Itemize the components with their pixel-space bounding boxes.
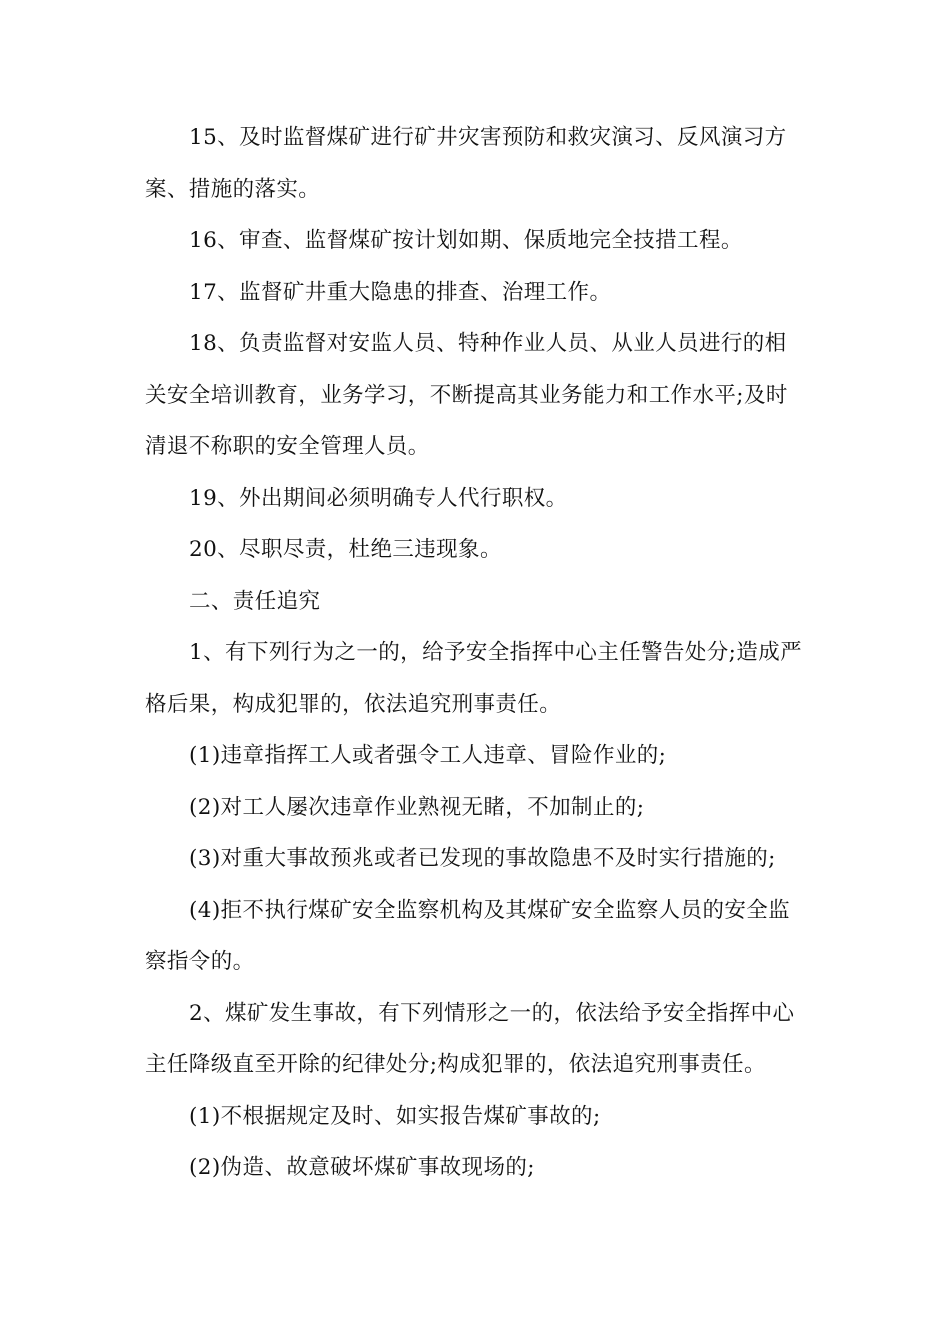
paragraph-item-16: 16、审查、监督煤矿按计划如期、保质地完全技措工程。 (189, 228, 743, 253)
paragraph-item-17: 17、监督矿井重大隐患的排查、治理工作。 (189, 279, 612, 305)
paragraph-item-15: 15、及时监督煤矿进行矿井灾害预防和救灾演习、反风演习方案、措施的落实。 (145, 125, 787, 202)
document-body (145, 112, 805, 1194)
section-heading-responsibility: 二、责任追究 (189, 588, 321, 614)
clause-1: 1、有下列行为之一的，给予安全指挥中心主任警告处分;造成严格后果，构成犯罪的，依法追究刑事责任。 (145, 640, 803, 717)
clause-2-item-2: (2)伪造、故意破坏煤矿事故现场的; (189, 1155, 535, 1180)
paragraph-item-18: 18、负责监督对安监人员、特种作业人员、从业人员进行的相关安全培训教育，业务学习，不断提高其业务能力和工作水平;及时清退不称职的安全管理人员。 (145, 331, 788, 459)
paragraph-item-20: 20、尽职尽责，杜绝三违现象。 (189, 537, 502, 562)
clause-2: 2、煤矿发生事故，有下列情形之一的，依法给予安全指挥中心主任降级直至开除的纪律处分;构成犯罪的，依法追究刑事责任。 (145, 1000, 795, 1077)
clause-1-item-1: (1)违章指挥工人或者强令工人违章、冒险作业的; (189, 743, 667, 768)
clause-1-item-4: (4)拒不执行煤矿安全监察机构及其煤矿安全监察人员的安全监察指令的。 (145, 897, 791, 974)
clause-2-item-1: (1)不根据规定及时、如实报告煤矿事故的; (189, 1103, 601, 1129)
clause-1-item-2: (2)对工人屡次违章作业熟视无睹，不加制止的; (189, 794, 645, 820)
clause-1-item-3: (3)对重大事故预兆或者已发现的事故隐患不及时实行措施的; (189, 846, 776, 871)
paragraph-item-19: 19、外出期间必须明确专人代行职权。 (189, 485, 568, 511)
